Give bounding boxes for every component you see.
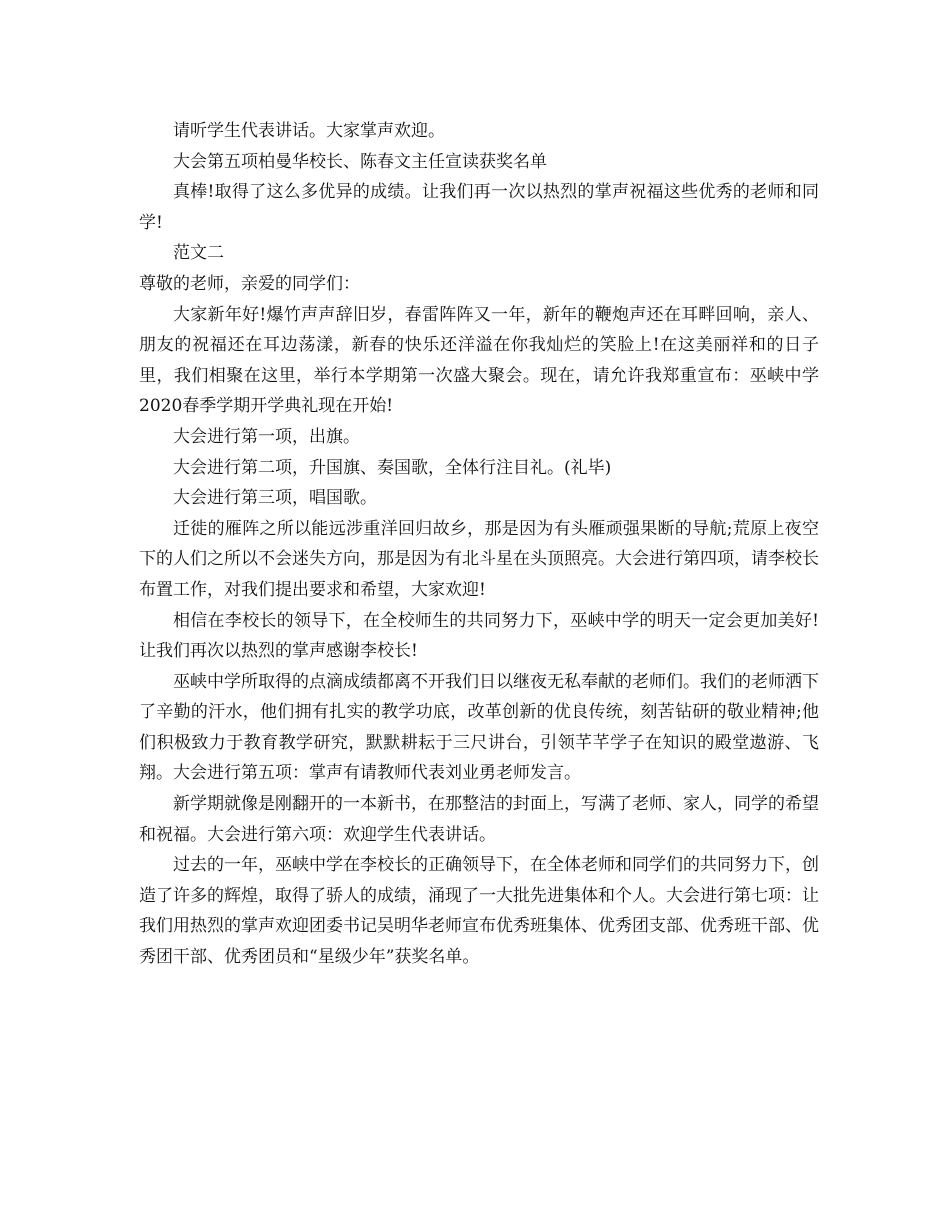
paragraph-9: 大会进行第三项，唱国歌。 [173,488,377,509]
paragraph-14: 过去的一年，巫峡中学在李校长的正确领导下，在全体老师和同学们的共同努力下，创造了许多的辉煌，取得了骄人的成绩，涌现了一大批先进集体和个人。大会进行第七项：让我们用热烈的掌声欢迎团委书记吴明华老师宣布优秀班集体、优秀团支部、优秀班干部、优秀团干部、优秀团员和“星级少年”获奖名单。 [139,855,819,968]
paragraph-2: 大会第五项柏曼华校长、陈春文主任宣读获奖名单 [173,151,547,172]
paragraph-13: 新学期就像是刚翻开的一本新书，在那整洁的封面上，写满了老师、家人，同学的希望和祝福。大会进行第六项：欢迎学生代表讲话。 [139,794,819,845]
section-heading: 范文二 [173,243,224,264]
paragraph-7: 大会进行第一项，出旗。 [173,426,360,447]
paragraph-6: 大家新年好!爆竹声声辞旧岁，春雷阵阵又一年，新年的鞭炮声还在耳畔回响，亲人、朋友的祝福还在耳边荡漾，新春的快乐还洋溢在你我灿烂的笑脸上!在这美丽祥和的日子里，我们相聚在这里，举行本学期第一次盛大聚会。现在，请允许我郑重宣布：巫峡中学2020春季学期开学典礼现在开始! [139,304,819,417]
paragraph-8: 大会进行第二项，升国旗、奏国歌，全体行注目礼。(礼毕) [173,457,612,478]
salutation: 尊敬的老师，亲爱的同学们： [139,273,360,294]
document-body [139,116,819,973]
paragraph-1: 请听学生代表讲话。大家掌声欢迎。 [173,121,445,141]
paragraph-12: 巫峡中学所取得的点滴成绩都离不开我们日以继夜无私奉献的老师们。我们的老师洒下了辛勤的汗水，他们拥有扎实的教学功底，改革创新的优良传统，刻苦钻研的敬业精神;他们积极致力于教育教学研究，默默耕耘于三尺讲台，引领芊芊学子在知识的殿堂遨游、飞翔。大会进行第五项：掌声有请教师代表刘业勇老师发言。 [139,671,819,784]
paragraph-11: 相信在李校长的领导下，在全校师生的共同努力下，巫峡中学的明天一定会更加美好!让我们再次以热烈的掌声感谢李校长! [139,610,819,662]
paragraph-3: 真棒!取得了这么多优异的成绩。让我们再一次以热烈的掌声祝福这些优秀的老师和同学! [139,182,819,233]
paragraph-10: 迁徙的雁阵之所以能远涉重洋回归故乡，那是因为有头雁顽强果断的导航;荒原上夜空下的人们之所以不会迷失方向，那是因为有北斗星在头顶照亮。大会进行第四项，请李校长布置工作，对我们提出要求和希望，大家欢迎! [139,518,819,600]
